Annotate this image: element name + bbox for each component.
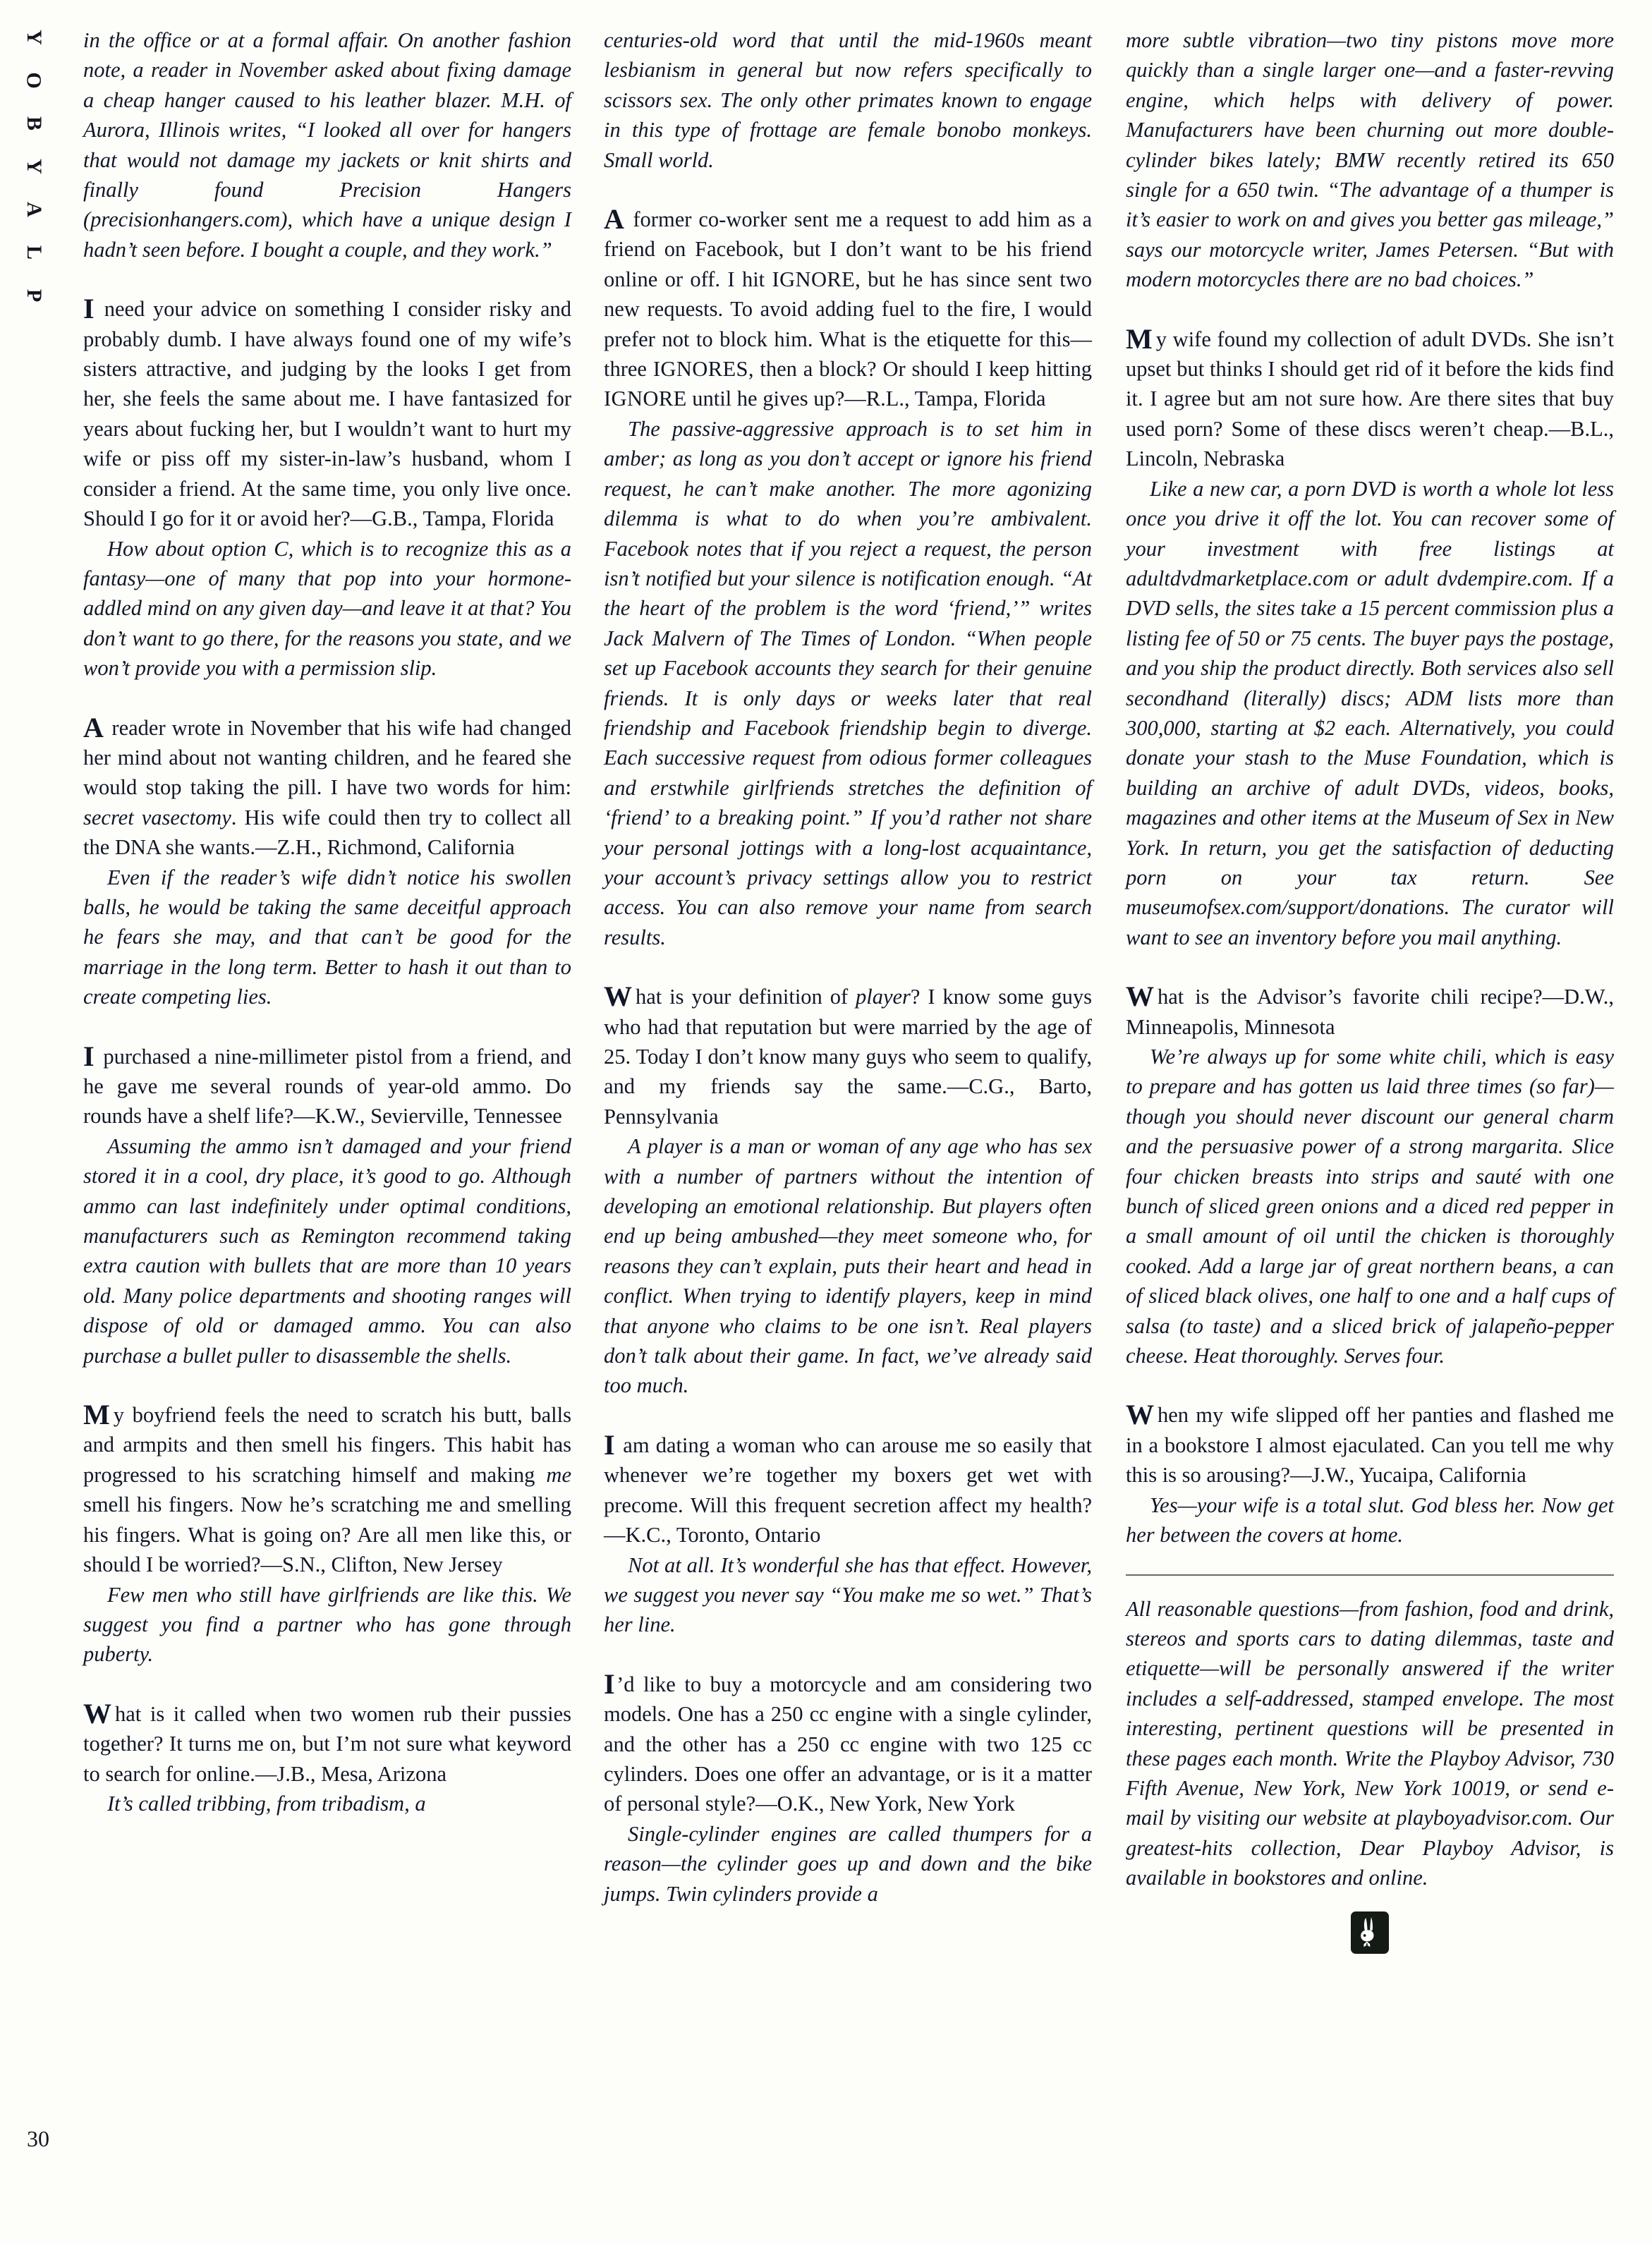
answer-paragraph-continued: in the office or at a formal affair. On another fashion note, a reader in November asked about fixing damage a cheap hanger caused to his leather blazer. M.H. of Aurora, Illinois writes, “I looked all over for hangers that would not damage my jackets or knit shirts and finally found Precision Hangers (precisionhangers.com), which have a unique design I hadn’t seen before. I bought a couple, and they work.” (83, 28, 571, 262)
answer-paragraph: Even if the reader’s wife didn’t notice his swollen balls, he would be taking the same deceitful approach he fears she may, and that can’t be good for the marriage in the long term. Better to hash it out than to create competing lies. (83, 865, 571, 1009)
question-text: , then a block? Or should I keep hitting (748, 357, 1092, 382)
spine-letter: L (22, 245, 46, 260)
question-paragraph (1126, 324, 1614, 474)
question-text: purchased a nine-millimeter pistol from a friend, and he gave me several rounds of year-old ammo. Do rounds have a shelf life?—K.W., Sevierville, Tennessee (83, 1044, 571, 1129)
question-text: reader wrote in November that his wife had changed her mind about not wanting children, and he feared she would stop taking the pill. I have two words for him: (83, 715, 571, 800)
question-paragraph (83, 1699, 571, 1789)
spine-letter: O (23, 72, 46, 89)
boilerplate-paragraph: All reasonable questions—from fashion, food and drink, stereos and sports cars to dating dilemmas, taste and etiquette—will be personally answered if the writer includes a self-addressed, stamped envelope. The most interesting, pertinent questions will be presented in these pages each month. Write the Playboy Advisor, 730 Fifth Avenue, New York, New York 10019, or send e-mail by visiting our website at playboyadvisor.com. Our greatest-hits collection, Dear Playboy Advisor, is available in bookstores and online. (1126, 1596, 1614, 1890)
answer-paragraph: A player is a man or woman of any age who has sex with a number of partners without the intention of developing an emotional relationship. But players often end up being ambushed—they meet someone who, for reasons they can’t explain, puts their heart and head in conflict. When trying to identify players, keep in mind that anyone who claims to be one isn’t. Real players don’t talk about their game. In fact, we’ve already said too much. (604, 1134, 1092, 1398)
question-text-tail: . His wife could then try to collect all the DNA she wants.—Z.H., Richmond, California (83, 805, 571, 860)
answer-paragraph: Few men who still have girlfriends are like this. We suggest you find a partner who has gone through puberty. (83, 1582, 571, 1667)
paragraph-initial: W (604, 980, 632, 1013)
answer-paragraph-start: It’s called tribbing, from tribadism, a (107, 1791, 426, 1816)
question-paragraph (83, 713, 571, 863)
paragraph-initial: M (83, 1399, 110, 1431)
spine-letter: B (22, 116, 46, 131)
emphasis-phrase: secret vasectomy (83, 805, 231, 829)
paragraph-initial: M (1126, 322, 1153, 355)
spine-letter: Y (22, 30, 46, 45)
question-text: former co-worker sent me a request to add him as a friend on Facebook, but I don’t want to be his friend online or off. I hit (604, 207, 1092, 291)
question-text-tail: ? I know some guys who had that reputation but were married by the age of 25. Today I don’t know many guys who seem to qualify, and my friends say the same.—C.G., Barto, Pennsylvania (604, 985, 1092, 1129)
question-paragraph (604, 1430, 1092, 1550)
playboy-bunny-icon (1351, 1911, 1389, 1954)
question-paragraph (83, 1400, 571, 1579)
answer-paragraph: We’re always up for some white chili, which is easy to prepare and has gotten us laid three times (so far)—though you should never discount our general charm and the persuasive power of a strong margarita. Slice four chicken breasts into strips and sauté with one bunch of sliced green onions and a diced red pepper in a small amount of oil until the chicken is thoroughly cooked. Add a large jar of great northern beans, a can of sliced black olives, one half to one and a half cups of salsa (to taste) and a sliced brick of jalapeño-pepper cheese. Heat thoroughly. Serves four. (1126, 1045, 1614, 1368)
paragraph-initial: I (604, 1428, 616, 1461)
question-text: , but he has since sent two new requests. To avoid adding fuel to the fire, I would prefer not to block him. What is the etiquette for this—three (604, 267, 1092, 382)
answer-paragraph-continued: more subtle vibration—two tiny pistons move more quickly than a single larger one—and a faster-revving engine, which helps with delivery of power. Manufacturers have been churning out more double-cylinder bikes lately; BMW recently retired its 650 single for a 650 twin. “The advantage of a thumper is it’s easier to work on and gives you better gas mileage,” says our motorcycle writer, James Petersen. “But with modern motorcycles there are no bad choices.” (1126, 28, 1614, 292)
question-paragraph (604, 205, 1092, 414)
answer-paragraph-start: Single-cylinder engines are called thumpers for a reason—the cylinder goes up and down and the bike jumps. Twin cylinders provide a (604, 1821, 1092, 1906)
question-text: hat is the Advisor’s favorite chili recipe?—D.W., Minneapolis, Minnesota (1126, 985, 1614, 1039)
question-text: need your advice on something I consider risky and probably dumb. I have always found one of my wife’s sisters attractive, and judging by the looks I get from her, she feels the same about me. I have fantasized for years about fucking her, but I wouldn’t want to hurt my wife or piss off my sister-in-law’s husband, whom I consider a friend. At the same time, you only live once. Should I go for it or avoid her?—G.B., Tampa, Florida (83, 297, 571, 531)
answer-paragraph: How about option C, which is to recognize this as a fantasy—one of many that pop into your hormone-addled mind on any given day—and leave it at that? You don’t want to go there, for the reasons you state, and we won’t provide you with a permission slip. (83, 536, 571, 681)
answer-paragraph: Assuming the ammo isn’t damaged and your friend stored it in a cool, dry place, it’s good to go. Although ammo can last indefinitely under optimal conditions, manufacturers such as Remington recommend taking extra caution with bullets that are more than 10 years old. Many police departments and shooting ranges will dispose of old or damaged ammo. You can also purchase a bullet puller to disassemble the shells. (83, 1133, 571, 1368)
paragraph-initial: I (83, 293, 95, 325)
question-text: hen my wife slipped off her panties and flashed me in a bookstore I almost ejaculated. Can you tell me why this is so arousing?—J.W., Yucaipa, California (1126, 1403, 1614, 1488)
answer-paragraph: Yes—your wife is a total slut. God bless her. Now get her between the covers at home. (1126, 1493, 1614, 1548)
paragraph-initial: W (1126, 1399, 1154, 1431)
spine-letter: A (22, 202, 46, 217)
logo-area (1126, 1911, 1614, 1954)
paragraph-initial: I (83, 1040, 95, 1072)
column-right (1126, 25, 1614, 2198)
question-text: hat is your definition of (636, 985, 856, 1009)
question-paragraph (1126, 982, 1614, 1042)
answer-paragraph: Like a new car, a porn DVD is worth a whole lot less once you drive it off the lot. You can recover some of your investment with free listings at adultdvdmarketplace.com or adult dvdempire.com. If a DVD sells, the sites take a 15 percent commission plus a listing fee of 50 or 75 cents. The buyer pays the postage, and you ship the product directly. Both services also sell secondhand (literally) discs; ADM lists more than 300,000, starting at $2 each. Alternatively, you could donate your stash to the Muse Foundation, which is building an archive of adult DVDs, videos, books, magazines and other items at the Museum of Sex in New York. In return, you get the satisfaction of deducting porn on your tax return. See museumofsex.com/support/donations. The curator will want to see an inventory before you mail anything. (1126, 476, 1614, 949)
spine-letter: P (22, 288, 46, 303)
spine-publication-mark (13, 27, 55, 323)
answer-paragraph-continued: centuries-old word that until the mid-1960s meant lesbianism in general but now refers specifically to scissors sex. The only other primates known to engage in this type of frottage are female bonobo monkeys. Small world. (604, 28, 1092, 172)
answer-paragraph: The passive-aggressive approach is to set him in amber; as long as you don’t accept or ignore his friend request, he can’t make another. The more agonizing dilemma is what to do when you’re ambivalent. Facebook notes that if you reject a request, the person isn’t notified but your silence is notification enough. “At the heart of the problem is the word ‘friend,’” writes Jack Malvern of The Times of London. “When people set up Facebook accounts they search for their genuine friends. It is only days or weeks later that real friendship and Facebook friendship begin to diverge. Each successive request from odious former colleagues and erstwhile girlfriends stretches the definition of ‘friend’ to a breaking point.” If you’d rather not share your personal jottings with a long-lost acquaintance, your account’s privacy settings allow you to restrict access. You can also remove your name from search results. (604, 416, 1092, 949)
question-paragraph (604, 1667, 1092, 1819)
paragraph-initial: W (1126, 980, 1154, 1013)
emphasis-phrase: me (546, 1462, 571, 1487)
column-left (83, 25, 571, 2198)
article-columns (83, 25, 1614, 2198)
question-text-tail: until he gives up?—R.L., Tampa, Florida (686, 387, 1046, 411)
question-text: am dating a woman who can arouse me so easily that whenever we’re together my boxers get wet with precome. Will this frequent secretion affect my health?—K.C., Toronto, Ontario (604, 1433, 1092, 1548)
smallcaps-term: IGNORE (772, 267, 856, 291)
smallcaps-term: IGNORE (604, 387, 687, 411)
paragraph-initial: I (604, 1667, 616, 1700)
question-paragraph (83, 294, 571, 533)
question-text-tail: smell his fingers. Now he’s scratching me and smelling his fingers. What is going on? Are all men like this, or should I be worried?—S.N., Clifton, New Jersey (83, 1493, 571, 1577)
question-text: ’d like to buy a motorcycle and am considering two models. One has a 250 cc engine with a single cylinder, and the other has a 250 cc engine with two 125 cc cylinders. Does one offer an advantage, or is it a matter of personal style?—O.K., New York, New York (604, 1672, 1092, 1816)
question-paragraph (604, 982, 1092, 1131)
paragraph-initial: W (83, 1697, 111, 1730)
question-paragraph (1126, 1400, 1614, 1490)
section-divider (1126, 1574, 1614, 1576)
question-text: y boyfriend feels the need to scratch his butt, balls and armpits and then smell his fingers. This habit has progressed to his scratching himself and making (83, 1403, 571, 1487)
smallcaps-term: IGNORES (652, 357, 748, 382)
page-number: 30 (27, 2126, 49, 2151)
paragraph-initial: A (83, 711, 104, 743)
paragraph-initial: A (604, 203, 625, 236)
question-paragraph (83, 1042, 571, 1131)
question-text: y wife found my collection of adult DVDs. She isn’t upset but thinks I should get rid of it before the kids find it. I agree but am not sure how. Are there sites that buy used porn? Some of these discs weren’t cheap.—B.L., Lincoln, Nebraska (1126, 327, 1614, 471)
emphasis-phrase: player (856, 985, 911, 1009)
answer-paragraph: Not at all. It’s wonderful she has that effect. However, we suggest you never say “You make me so wet.” That’s her line. (604, 1552, 1092, 1637)
question-text: hat is it called when two women rub their pussies together? It turns me on, but I’m not sure what keyword to search for online.—J.B., Mesa, Arizona (83, 1701, 571, 1786)
column-middle (604, 25, 1092, 2198)
spine-letter: Y (22, 159, 46, 174)
